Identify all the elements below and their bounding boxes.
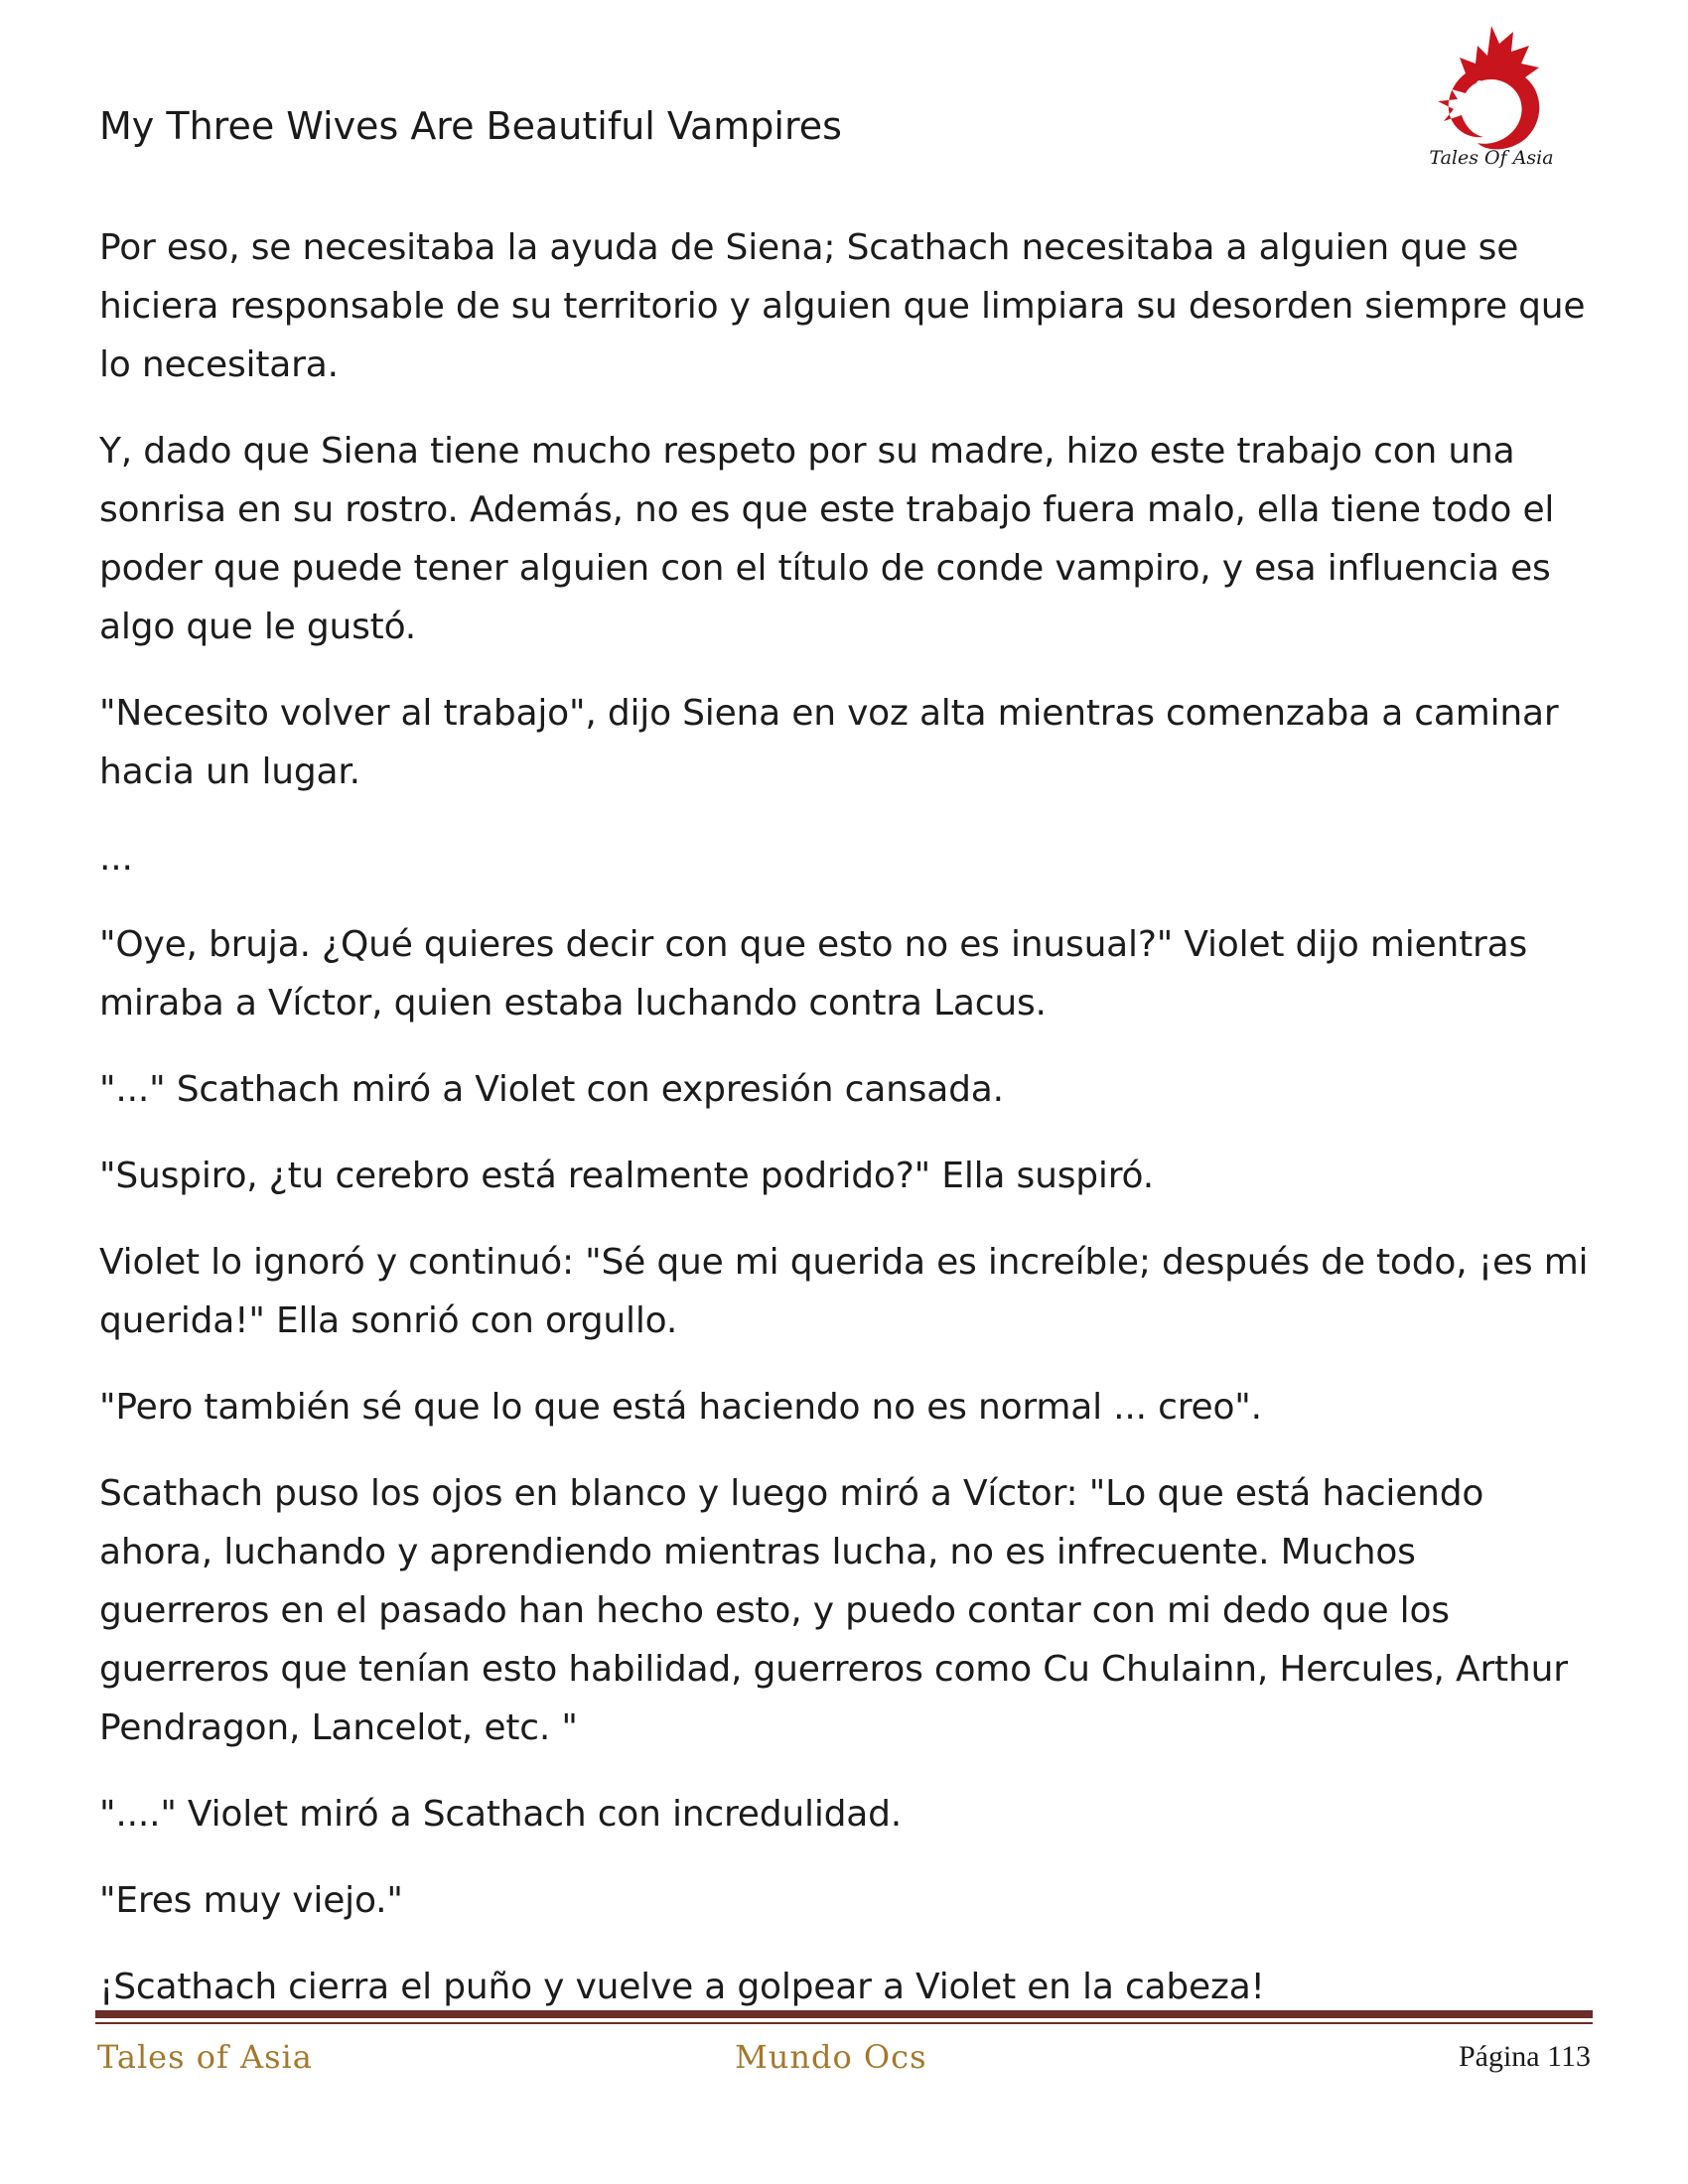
paragraph: Scathach puso los ojos en blanco y luego miró a Víctor: "Lo que está haciendo ahora, luchando y aprendiendo mientras lucha, no es infrecuente. Muchos guerreros en el pasado han hecho esto, y puedo contar con mi dedo que los guerreros que tenían esto habilidad, guerreros como Cu Chulainn, Hercules, Arthur Pendragon, Lancelot, etc. " (99, 1473, 1568, 1748)
paragraph: "Pero también sé que lo que está haciendo no es normal ... creo". (99, 1387, 1262, 1428)
paragraph: "Necesito volver al trabajo", dijo Siena en voz alta mientras comenzaba a caminar hacia un lugar. (99, 693, 1559, 792)
footer-divider (95, 2010, 1593, 2018)
document-title: My Three Wives Are Beautiful Vampires (99, 104, 842, 148)
paragraph: Y, dado que Siena tiene mucho respeto por su madre, hizo este trabajo con una sonrisa en su rostro. Además, no es que este trabajo fuera malo, ella tiene todo el poder que puede tener alguien con el título de conde vampiro, y esa influencia es algo que le gustó. (99, 431, 1555, 647)
paragraph: Violet lo ignoró y continuó: "Sé que mi querida es increíble; después de todo, ¡es mi querida!" Ella sonrió con orgullo. (99, 1242, 1589, 1341)
paragraph: "Eres muy viejo." (99, 1880, 403, 1921)
footer-translator: Mundo Ocs (735, 2038, 927, 2076)
footer-source: Tales of Asia (97, 2038, 313, 2076)
page-number: Página 113 (1458, 2040, 1591, 2073)
logo-text: Tales Of Asia (1429, 147, 1554, 169)
paragraph: ¡Scathach cierra el puño y vuelve a golpear a Violet en la cabeza! (99, 1967, 1265, 2007)
paragraph: "Oye, bruja. ¿Qué quieres decir con que esto no es inusual?" Violet dijo mientras miraba a Víctor, quien estaba luchando contra Lacus. (99, 924, 1528, 1024)
paragraph: Por eso, se necesitaba la ayuda de Siena; Scathach necesitaba a alguien que se hiciera responsable de su territorio y alguien que limpiara su desorden siempre que lo necesitara. (99, 227, 1586, 385)
paragraph: "Suspiro, ¿tu cerebro está realmente podrido?" Ella suspiró. (99, 1156, 1154, 1196)
paragraph: "..." Scathach miró a Violet con expresión cansada. (99, 1069, 1004, 1110)
paragraph: "...." Violet miró a Scathach con incredulidad. (99, 1794, 903, 1835)
ellipsis-separator: ... (99, 838, 133, 879)
tales-of-asia-logo (1422, 18, 1561, 179)
footer-divider-thin (95, 2022, 1593, 2024)
document-body (99, 218, 1589, 2044)
